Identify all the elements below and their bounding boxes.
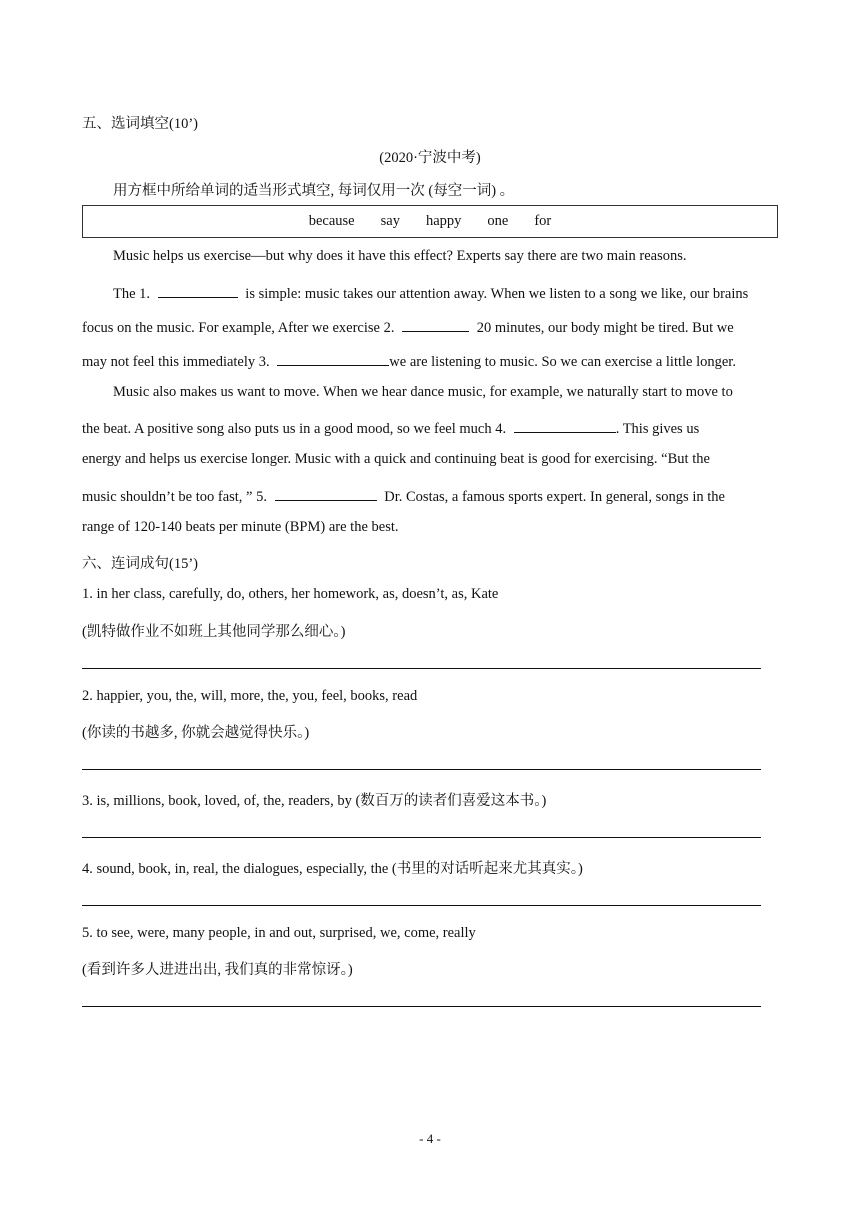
- passage-text: 20 minutes, our body might be tired. But we: [476, 320, 734, 336]
- passage-line: [82, 417, 699, 438]
- question-1-hint: (凯特做作业不如班上其他同学那么细心。): [82, 624, 346, 640]
- passage-line: energy and helps us exercise longer. Music with a quick and continuing beat is good for exercising. “But the: [82, 451, 710, 467]
- question-4-words: 4. sound, book, in, real, the dialogues, especially, the (书里的对话听起来尤其真实。): [82, 861, 583, 877]
- blank-5[interactable]: [275, 485, 377, 501]
- blank-3[interactable]: [277, 350, 389, 366]
- answer-line-2[interactable]: [82, 769, 761, 770]
- passage-text: The 1.: [113, 286, 151, 302]
- page-number: - 4 -: [419, 1131, 441, 1146]
- passage-line: Music also makes us want to move. When we hear dance music, for example, we naturally start to move to: [113, 384, 733, 400]
- question-5-words: 5. to see, were, many people, in and out, surprised, we, come, really: [82, 925, 476, 941]
- passage-text: the beat. A positive song also puts us in a good mood, so we feel much 4.: [82, 421, 507, 437]
- word-box-item: one: [487, 213, 509, 229]
- passage-text: we are listening to music. So we can exercise a little longer.: [389, 354, 736, 370]
- passage-line: [82, 485, 725, 506]
- passage-line: Music helps us exercise—but why does it have this effect? Experts say there are two main reasons.: [113, 248, 687, 264]
- passage-line: [82, 350, 736, 371]
- blank-2[interactable]: [402, 316, 469, 332]
- source-label: (2020·宁波中考): [379, 150, 481, 166]
- instruction-text: 用方框中所给单词的适当形式填空, 每词仅用一次 (每空一词) 。: [113, 183, 515, 199]
- question-5-hint: (看到许多人进进出出, 我们真的非常惊讶。): [82, 962, 353, 978]
- passage-line: [82, 316, 734, 337]
- question-3-words: 3. is, millions, book, loved, of, the, readers, by (数百万的读者们喜爱这本书。): [82, 793, 547, 809]
- answer-line-4[interactable]: [82, 905, 761, 906]
- passage-line: range of 120-140 beats per minute (BPM) are the best.: [82, 519, 399, 535]
- passage-text: . This gives us: [615, 421, 700, 437]
- word-box-item: say: [380, 213, 400, 229]
- passage-text: focus on the music. For example, After we exercise 2.: [82, 320, 395, 336]
- section-6-heading: 六、连词成句(15’): [82, 556, 198, 572]
- passage-text: is simple: music takes our attention away. When we listen to a song we like, our brains: [245, 286, 749, 302]
- question-2-words: 2. happier, you, the, will, more, the, you, feel, books, read: [82, 688, 418, 704]
- answer-line-5[interactable]: [82, 1006, 761, 1007]
- section-5-heading: 五、选词填空(10’): [82, 116, 198, 132]
- blank-4[interactable]: [514, 417, 616, 433]
- passage-text: music shouldn’t be too fast, ” 5.: [82, 489, 267, 505]
- word-box-item: happy: [425, 213, 462, 229]
- question-2-hint: (你读的书越多, 你就会越觉得快乐。): [82, 725, 310, 741]
- question-1-words: 1. in her class, carefully, do, others, her homework, as, doesn’t, as, Kate: [82, 586, 499, 602]
- passage-line: [113, 282, 748, 303]
- answer-line-3[interactable]: [82, 837, 761, 838]
- blank-1[interactable]: [158, 282, 238, 298]
- passage-text: may not feel this immediately 3.: [82, 354, 270, 370]
- word-box-item: for: [534, 213, 552, 229]
- word-box-item: because: [308, 213, 355, 229]
- passage-text: Dr. Costas, a famous sports expert. In general, songs in the: [384, 489, 725, 505]
- word-box: [82, 205, 778, 238]
- answer-line-1[interactable]: [82, 668, 761, 669]
